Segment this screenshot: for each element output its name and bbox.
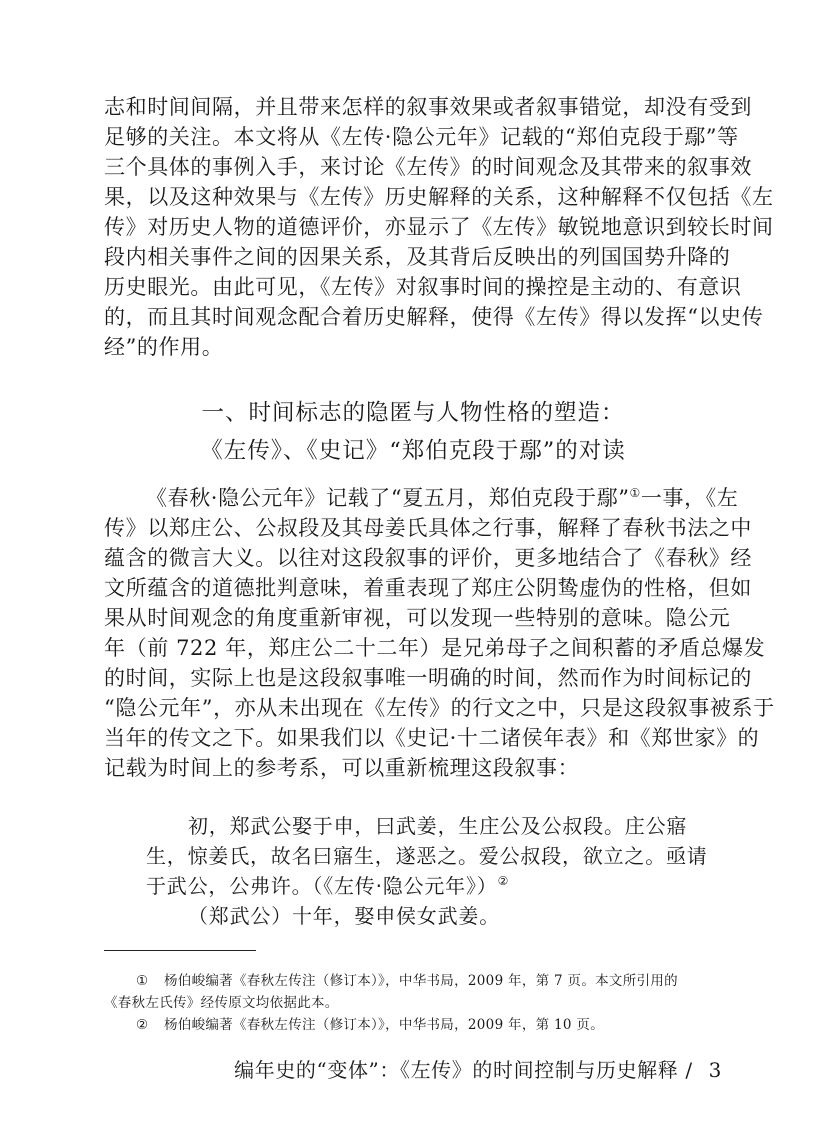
running-footer: [234, 1055, 722, 1085]
text-line: 志和时间间隔，并且带来怎样的叙事效果或者叙事错觉，却没有受到: [104, 95, 752, 119]
quote-line: 初，郑武公娶于申，曰武姜，生庄公及公叔段。庄公寤: [188, 814, 688, 838]
text-line: 文所蕴含的道德批判意味，着重表现了郑庄公阴鸷虚伪的性格，但如: [104, 576, 752, 600]
text-line: 的时间，实际上也是这段叙事唯一明确的时间，然而作为时间标记的: [104, 666, 752, 690]
footnote-ref-2[interactable]: ②: [497, 874, 510, 888]
footnote-ref-1[interactable]: ①: [629, 486, 641, 500]
text-line: 段内相关事件之间的因果关系，及其背后反映出的列国国势升降的: [104, 245, 731, 269]
text-line: 当年的传文之下。如果我们以《史记·十二诸侯年表》和《郑世家》的: [104, 726, 760, 750]
section-title-line-2: 《左传》、《史记》“郑伯克段于鄢”的对读: [200, 438, 626, 464]
quote-line: 生，惊姜氏，故名曰寤生，遂恶之。爱公叔段，欲立之。亟请: [146, 844, 708, 868]
text-line: 的，而且其时间观念配合着历史解释，使得《左传》得以发挥“以史传: [104, 305, 764, 329]
footnote-2: ② 杨伯峻编著《春秋左传注（修订本）》，中华书局，2009 年，第 10 页。: [104, 1014, 724, 1036]
quote-line-3: 于武公，公弗许。（《左传·隐公元年》）②: [146, 874, 510, 898]
footnotes: [104, 970, 724, 1036]
quote-line: （郑武公）十年，娶申侯女武姜。: [188, 904, 500, 928]
text-line: 三个具体的事例入手，来讨论《左传》的时间观念及其带来的叙事效: [104, 155, 752, 179]
footnote-1-continued: 《春秋左氏传》经传原文均依据此本。: [104, 995, 339, 1011]
text-line: 经”的作用。: [104, 335, 224, 359]
text-line: 年（前 722 年，郑庄公二十二年）是兄弟母子之间积蓄的矛盾总爆发: [104, 636, 766, 660]
body-paragraph: [104, 483, 775, 783]
text-line: 果从时间观念的角度重新审视，可以发现一些特别的意味。隐公元: [104, 606, 731, 630]
text-line: “隐公元年”，亦从未出现在《左传》的行文之中，只是这段叙事被系于: [104, 696, 775, 720]
block-quote: [146, 811, 722, 931]
text-line-first: 《春秋·隐公元年》记载了“夏五月，郑伯克段于鄢”①一事，《左: [146, 486, 739, 510]
text-line: 传》以郑庄公、公叔段及其母姜氏具体之行事，解释了春秋书法之中: [104, 516, 752, 540]
text-line: 果，以及这种效果与《左传》历史解释的关系，这种解释不仅包括《左: [104, 185, 774, 209]
section-title-line-1: 一、时间标志的隐匿与人物性格的塑造：: [201, 400, 625, 426]
page-number: 3: [708, 1058, 722, 1082]
text-line: 记载为时间上的参考系，可以重新梳理这段叙事：: [104, 756, 580, 780]
text-line: 历史眼光。由此可见，《左传》对叙事时间的操控是主动的、有意识: [104, 275, 742, 299]
text-line: 足够的关注。本文将从《左传·隐公元年》记载的“郑伯克段于鄢”等: [104, 125, 739, 149]
footnote-divider: [104, 950, 256, 951]
text-line: 蕴含的微言大义。以往对这段叙事的评价，更多地结合了《春秋》经: [104, 546, 752, 570]
footnote-mark: ②: [136, 1017, 149, 1033]
intro-paragraph: [104, 92, 774, 362]
footnote-mark: ①: [136, 973, 149, 989]
footnote-1: ① 杨伯峻编著《春秋左传注（修订本）》，中华书局，2009 年，第 7 页。本文所引用的: [104, 970, 724, 992]
running-title: 编年史的“变体”：《左传》的时间控制与历史解释 /: [234, 1058, 693, 1082]
text-line: 传》对历史人物的道德评价，亦显示了《左传》敏锐地意识到较长时间: [104, 215, 774, 239]
